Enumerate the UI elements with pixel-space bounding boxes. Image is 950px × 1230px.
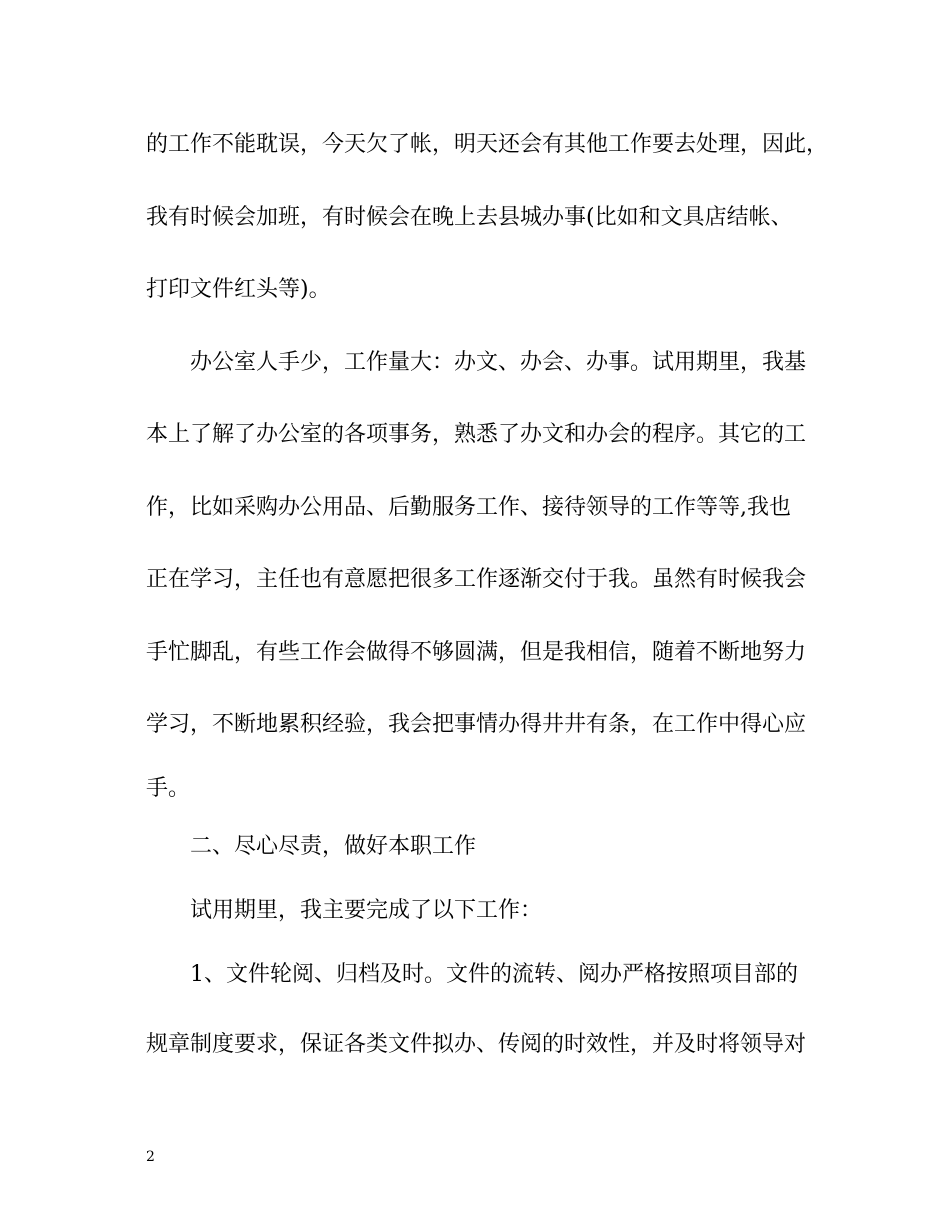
text-line: 作，比如采购办公用品、后勤服务工作、接待领导的工作等等,我也 xyxy=(146,495,791,520)
text-line: 学习，不断地累积经验，我会把事情办得井井有条，在工作中得心应 xyxy=(146,712,807,737)
text-line: 正在学习，主任也有意愿把很多工作逐渐交付于我。虽然有时候我会 xyxy=(146,567,807,592)
paragraph-first-line: 试用期里，我主要完成了以下工作： xyxy=(190,898,543,923)
text-line: 我有时候会加班，有时候会在晚上去县城办事(比如和文具店结帐、 xyxy=(146,205,793,230)
section-heading: 二、尽心尽责，做好本职工作 xyxy=(190,834,477,859)
text-line: 手。 xyxy=(146,776,191,801)
paragraph-first-line: 办公室人手少，工作量大：办文、办会、办事。试用期里，我基 xyxy=(190,350,807,375)
list-item-first-line: 1、文件轮阅、归档及时。文件的流转、阅办严格按照项目部的 xyxy=(190,962,798,987)
text-line: 的工作不能耽误，今天欠了帐，明天还会有其他工作要去处理，因此， xyxy=(146,132,829,157)
text-line: 打印文件红头等)。 xyxy=(146,277,331,302)
text-line: 本上了解了办公室的各项事务，熟悉了办文和办会的程序。其它的工 xyxy=(146,422,807,447)
text-line: 规章制度要求，保证各类文件拟办、传阅的时效性，并及时将领导对 xyxy=(146,1032,807,1057)
text-line: 手忙脚乱，有些工作会做得不够圆满，但是我相信，随着不断地努力 xyxy=(146,640,807,665)
page-number: 2 xyxy=(146,1149,155,1165)
